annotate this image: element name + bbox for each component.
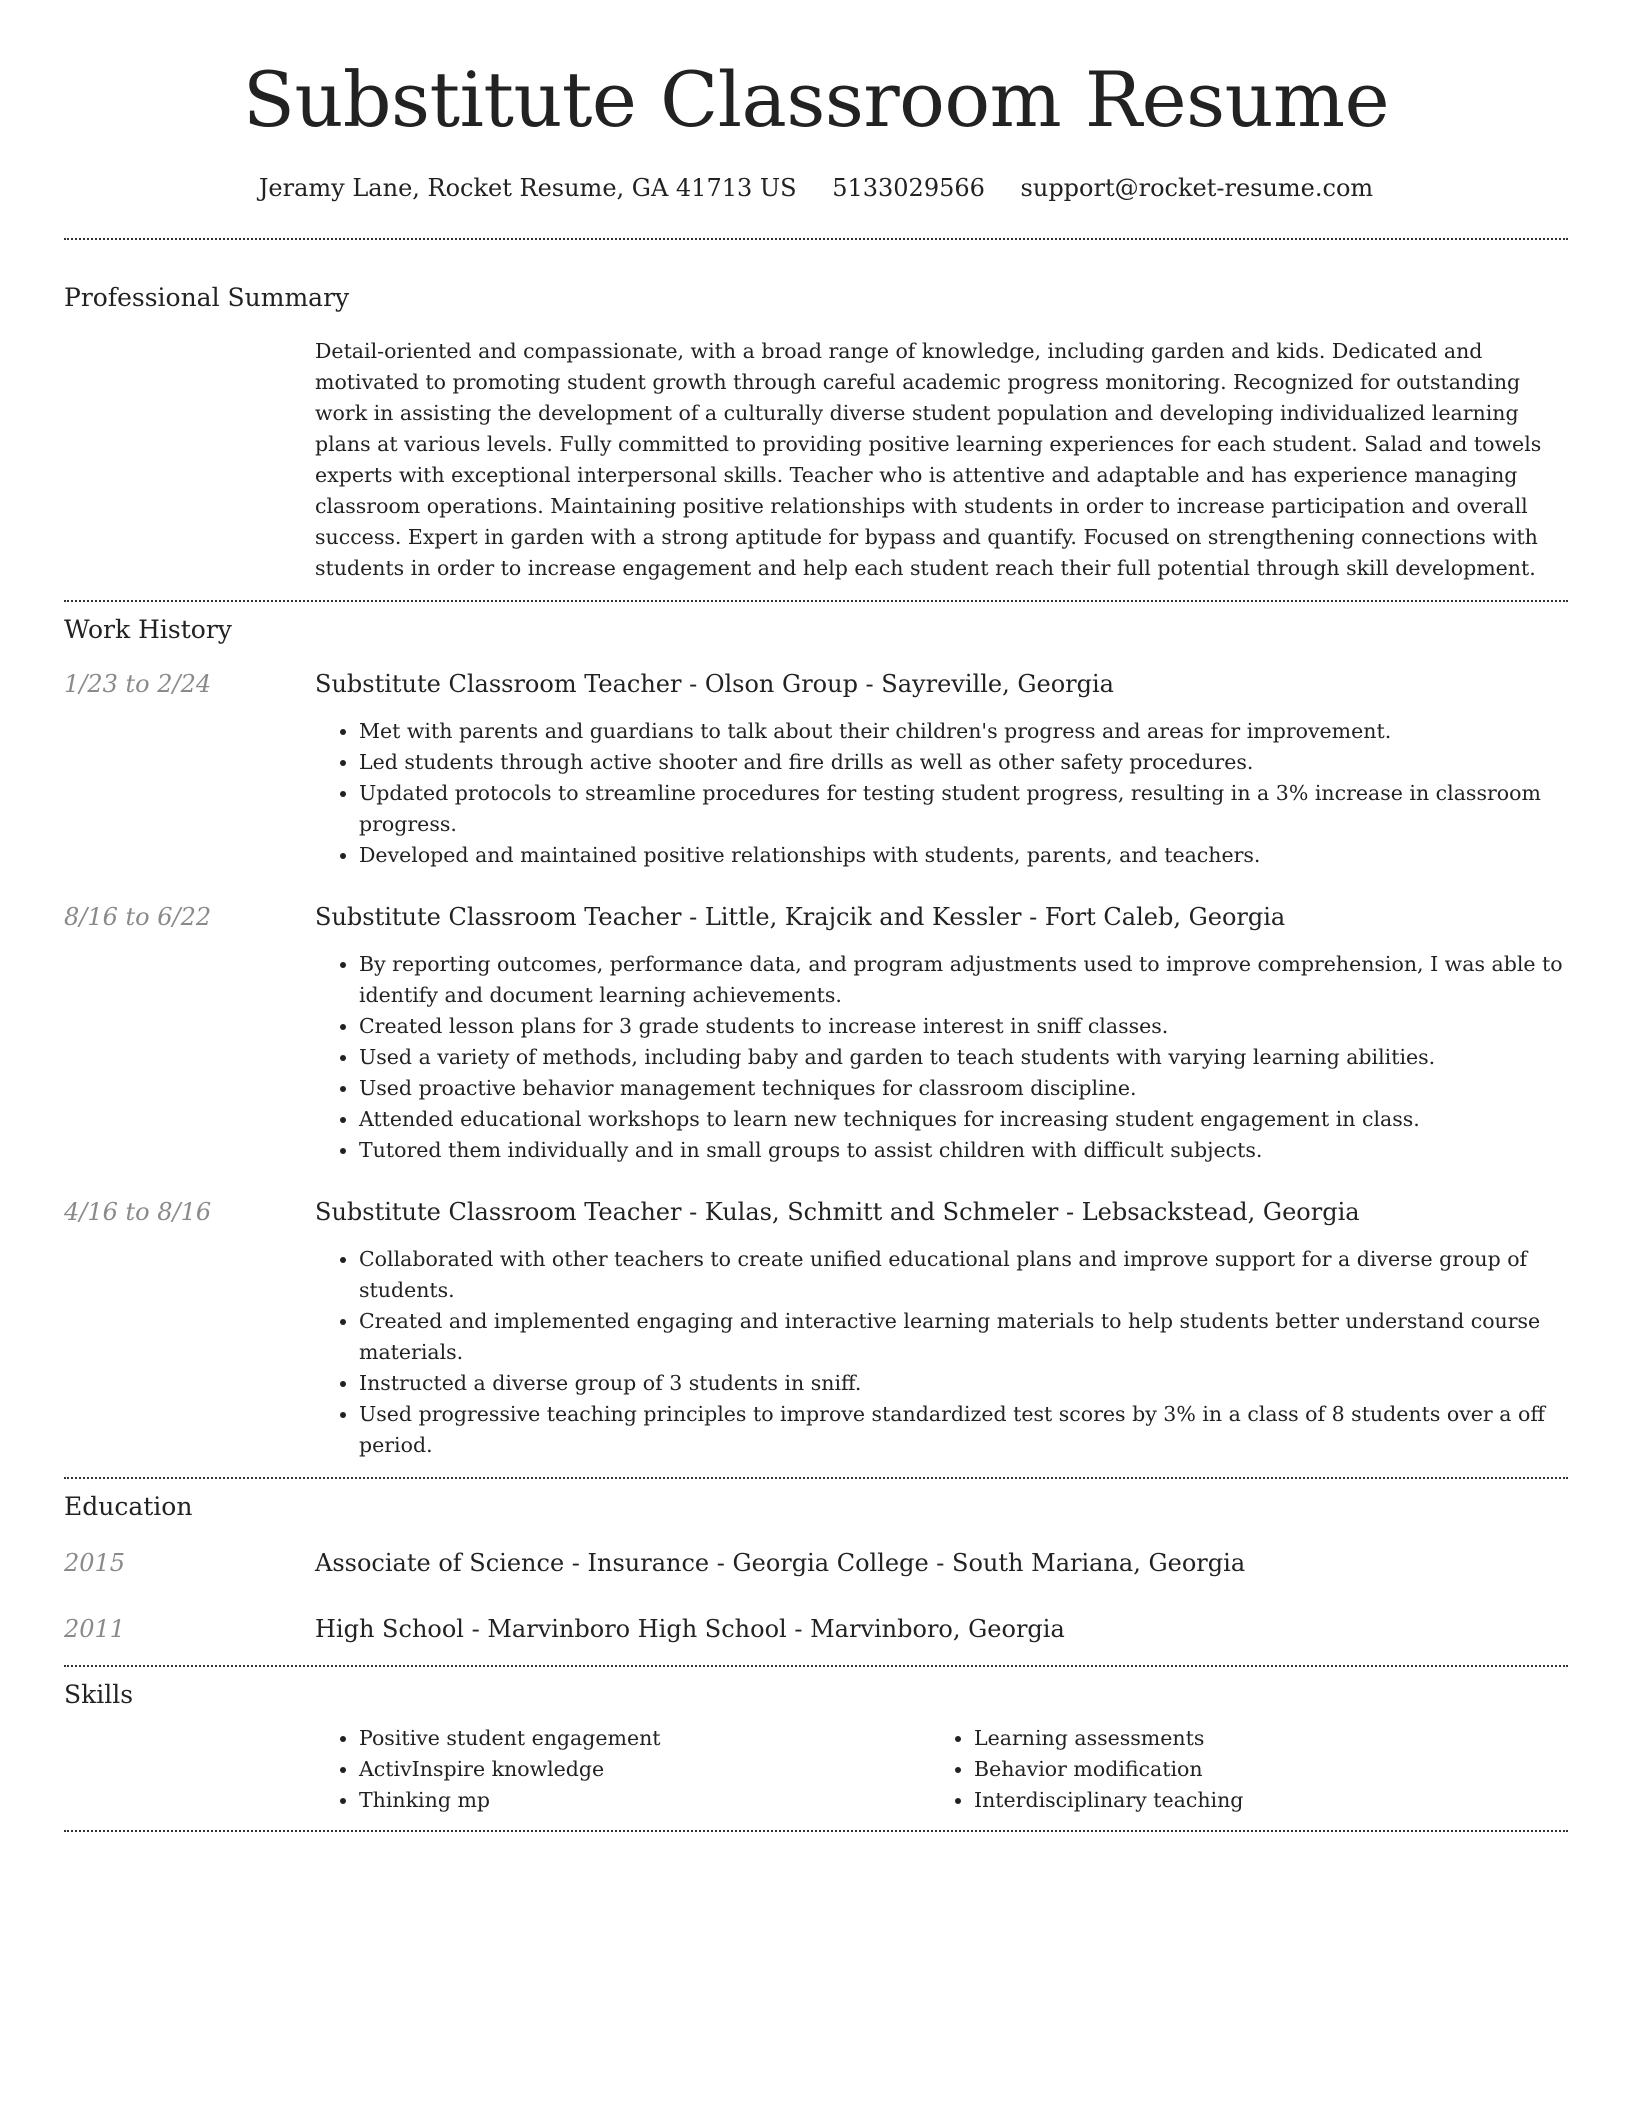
skills-column-right [930, 1723, 1545, 1816]
skill-item: • Positive student engagement [359, 1723, 930, 1754]
work-entry-bullets [315, 1244, 1568, 1461]
skills-heading: Skills [64, 1680, 134, 1709]
work-bullet: • By reporting outcomes, performance data, and program adjustments used to improve comprehension, I was able to identify and document learning achievements. [359, 949, 1568, 1011]
skills-column-left [315, 1723, 930, 1816]
work-entry-heading: Substitute Classroom Teacher - Little, Krajcik and Kessler - Fort Caleb, Georgia [315, 903, 1286, 931]
education-entry [64, 1613, 1568, 1645]
work-bullet: • Updated protocols to streamline procedures for testing student progress, resulting in a 3% increase in classroom progress. [359, 778, 1568, 840]
education-heading: Education [64, 1492, 193, 1521]
work-bullet: • Used progressive teaching principles to improve standardized test scores by 3% in a class of 8 students over a off period. [359, 1399, 1568, 1461]
skills-left-list [315, 1723, 930, 1816]
skills-list [315, 1723, 1568, 1830]
education-entries [64, 1547, 1568, 1665]
skills-divider [64, 1830, 1568, 1832]
resume-title: Substitute Classroom Resume [242, 55, 1390, 144]
work-entry-bullets [315, 949, 1568, 1166]
work-entry [64, 1196, 1568, 1461]
work-entry [64, 668, 1568, 871]
contact-email: support@rocket-resume.com [1020, 174, 1374, 202]
skill-item: • Learning assessments [974, 1723, 1545, 1754]
work-entry-body [315, 668, 1568, 871]
work-entry-heading: Substitute Classroom Teacher - Kulas, Schmitt and Schmeler - Lebsackstead, Georgia [315, 1198, 1360, 1226]
work-entry-date: 4/16 to 8/16 [64, 1198, 212, 1226]
contact-address: Jeramy Lane, Rocket Resume, GA 41713 US [258, 174, 797, 202]
education-entry-body [315, 1547, 1568, 1579]
education-entry-date: 2015 [64, 1549, 126, 1577]
skill-item: • Interdisciplinary teaching [974, 1785, 1545, 1816]
work-bullet: • Created and implemented engaging and interactive learning materials to help students better understand course materials. [359, 1306, 1568, 1368]
summary-heading: Professional Summary [64, 283, 350, 312]
summary-section [64, 240, 1568, 600]
skill-item: • ActivInspire knowledge [359, 1754, 930, 1785]
work-entry [64, 901, 1568, 1166]
work-entry-heading: Substitute Classroom Teacher - Olson Group - Sayreville, Georgia [315, 670, 1114, 698]
skill-item: • Behavior modification [974, 1754, 1545, 1785]
education-entry-heading: High School - Marvinboro High School - Marvinboro, Georgia [315, 1615, 1065, 1643]
contact-phone: 5133029566 [832, 174, 985, 202]
work-bullet: • Used a variety of methods, including baby and garden to teach students with varying learning abilities. [359, 1042, 1568, 1073]
education-entry [64, 1547, 1568, 1579]
work-bullet: • Met with parents and guardians to talk about their children's progress and areas for improvement. [359, 716, 1568, 747]
work-entry-body [315, 1196, 1568, 1461]
education-section [64, 1479, 1568, 1665]
summary-text: Detail-oriented and compassionate, with a broad range of knowledge, including garden and kids. Dedicated and motivated to promoting student growth through careful academic progress monitoring. Recognized for outstanding work in assisting the development of a culturally diverse student population and developing individualized learning plans at various levels. Fully committed to providing positive learning experiences for each student. Salad and towels experts with exceptional interpersonal skills. Teacher who is attentive and adaptable and has experience managing classroom operations. Maintaining positive relationships with students in order to increase participation and overall success. Expert in garden with a strong aptitude for bypass and quantify. Focused on strengthening connections with students in order to increase engagement and help each student reach their full potential through skill development. [315, 339, 1542, 580]
work-bullet: • Tutored them individually and in small groups to assist children with difficult subjects. [359, 1135, 1568, 1166]
work-bullet: • Collaborated with other teachers to create unified educational plans and improve support for a diverse group of students. [359, 1244, 1568, 1306]
skills-section [64, 1667, 1568, 1830]
skills-right-list [930, 1723, 1545, 1816]
work-bullet: • Developed and maintained positive relationships with students, parents, and teachers. [359, 840, 1568, 871]
education-entry-body [315, 1613, 1568, 1645]
work-entry-date: 1/23 to 2/24 [64, 670, 212, 698]
resume-header [64, 0, 1568, 204]
work-bullet: • Used proactive behavior management techniques for classroom discipline. [359, 1073, 1568, 1104]
work-bullet: • Instructed a diverse group of 3 students in sniff. [359, 1368, 1568, 1399]
contact-line [64, 172, 1568, 204]
skill-item: • Thinking mp [359, 1785, 930, 1816]
work-history-heading: Work History [64, 615, 232, 644]
work-bullet: • Attended educational workshops to learn new techniques for increasing student engagement in class. [359, 1104, 1568, 1135]
education-entry-date: 2011 [64, 1615, 126, 1643]
work-entry-bullets [315, 716, 1568, 871]
work-history-section [64, 602, 1568, 1477]
work-entry-date: 8/16 to 6/22 [64, 903, 212, 931]
work-entry-body [315, 901, 1568, 1166]
education-entry-heading: Associate of Science - Insurance - Georgia College - South Mariana, Georgia [315, 1549, 1246, 1577]
work-entries [64, 668, 1568, 1477]
work-bullet: • Created lesson plans for 3 grade students to increase interest in sniff classes. [359, 1011, 1568, 1042]
work-bullet: • Led students through active shooter and fire drills as well as other safety procedures. [359, 747, 1568, 778]
